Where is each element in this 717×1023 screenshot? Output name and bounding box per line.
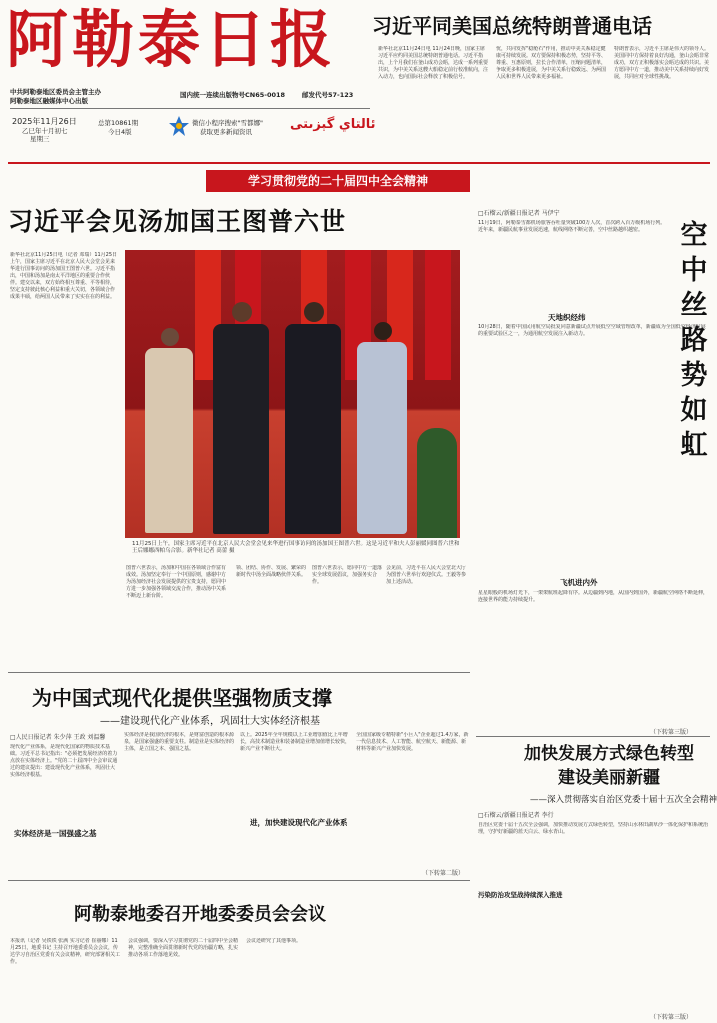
theme-banner: 学习贯彻党的二十届四中全会精神 [206, 170, 470, 192]
right-subhead-2: 飞机进内外 [560, 578, 598, 587]
app-logo-icon [168, 115, 190, 137]
plant-decoration [417, 428, 457, 538]
cn-code: 国内统一连续出版物号CN65-0018 [180, 91, 286, 99]
lead-col-3a: 领、团结、协作、发展、繁荣的新时代中汤全面战略伙伴关系。 [236, 565, 307, 578]
story2-col-3: 以上。2025年全年规模以上工业增加值比上年增长，高技术制造业和装备制造业增加值增长较快，新兴产业不断壮大。 [240, 732, 350, 752]
sponsor-line-1: 中共阿勒泰地区委员会主管主办 [10, 88, 101, 96]
story2-col-2: 实体经济是我国经济的根本，是财富创造的根本源泉，是国家强盛的重要支柱。制造业是实体经济的主体，是立国之本、强国之基。 [124, 732, 234, 752]
story4-para-2: 会议强调，要深入学习贯彻党的二十届四中全会精神，完整准确全面贯彻新时代党的治疆方略，扎实推动各项工作落地见效。 [128, 938, 239, 958]
top-story-col-2: 忧，共同发挥"稳舱石"作用，推动中美关系稳定健康可持续发展。双方要保持积极态势，坚持平等、尊重、互惠原则，拉长合作清单，压缩问题清单，争取更多积极进展，为中美关系行稳致远、为两国人民和世界人民带来更多福祉。 [496, 46, 607, 80]
lead-col-1: 新华社北京11月25日电（记者 邓瑞）11月25日上午，国家主席习近平在北京人民大会堂会见来华进行国事访问的汤加国王图普六世。习近平指出，中国和汤加是南太平洋地区的重要合作伙伴。建交以来，双方始终相互尊重、平等相待，坚定支持彼此核心利益和重大关切，各领域合作成果丰硕，给两国人民带来了实实在在的利益。 [10, 252, 118, 300]
lead-photo [125, 250, 460, 538]
divider-story4 [8, 880, 470, 881]
wechat-promo-2: 获取更多新闻资讯 [200, 128, 252, 136]
right-subhead-1: 天地织经纬 [548, 313, 586, 322]
lead-col-3c: 会见前，习近平在人民大会堂北大厅为图普六世举行欢迎仪式。王毅等参加上述活动。 [386, 565, 467, 585]
lead-col-2: 图普六世表示，汤加和中国在各领域合作富有成效。汤加坚定奉行一个中国原则，感谢中方为汤加经济社会发展提供的宝贵支持，愿同中方进一步加强各领域交流合作，推动汤中关系不断迈上新台阶。 [126, 565, 227, 599]
story4-para-3: 会议还研究了其他事项。 [246, 938, 302, 944]
right-intro: 11月19日，阿勒泰雪都机场旅客吞吐量突破100万人次，首次跨入百万级机场行列。近年来，新疆民航事业发展迅速，航线网络不断完善，空中丝路越织越密。 [478, 220, 666, 233]
president-figure [285, 302, 343, 538]
story3-subhead: ——深入贯彻落实自治区党委十届十五次全会精神 [530, 795, 717, 805]
story3-subhead-1: 污染防治攻坚战持续深入推进 [478, 891, 563, 899]
right-para-2: 星星眼般的机场灯光下，一架架航班起降有序。从边疆到内地，从国内到国外，新疆航空网络不断延伸，连接世界的能力持续提升。 [478, 590, 709, 603]
right-continue-note: （下转第三版） [650, 729, 693, 736]
story2-col-4: 全国国家级专精特新"小巨人"企业超过1.4万家，新一代信息技术、人工智能、航空航天、新能源、新材料等新兴产业加快发展。 [356, 732, 469, 752]
photo-caption: 11月25日上午，国家主席习近平在北京人民大会堂会见来华进行国事访问的汤加国王图普六世。这是习近平和夫人彭丽媛同图普六世和王后娜娜西帕乌合影。新华社记者 高蕾 摄 [132, 541, 460, 554]
top-story-col-3: 特朗普表示，习近平主席是伟大的领导人。美国同中方保持着良好沟通，釜山会晤非常成功，双方正积极落实会晤达成的共识。美方愿同中方一道，推动美中关系持续向好发展，共同应对全球性挑战。 [614, 46, 710, 80]
story3-continue-note: （下转第三版） [650, 1014, 693, 1021]
story2-subhead: ——建设现代化产业体系，巩固壮大实体经济根基 [100, 716, 320, 727]
first-lady-figure [357, 322, 409, 538]
story3-para-1: 自治区党委十届十五次全会强调，加快推动发展方式绿色转型，坚持山水林田湖草沙一体化保护和系统治理，守护好新疆的蓝天白云、绿水青山。 [478, 822, 709, 835]
uyghur-title: ئالتاي گېزىتى [290, 117, 376, 132]
story2-subhead-b: 进，加快建设现代化产业体系 [250, 818, 348, 827]
top-story-headline: 习近平同美国总统特朗普通电话 [372, 14, 652, 38]
story3-headline: 加快发展方式绿色转型 建设美丽新疆 [524, 744, 694, 788]
lunar-date: 乙巳年十月初七 [22, 127, 68, 135]
right-title: 空中丝路势如虹 [680, 220, 708, 461]
post-code: 邮发代号57-123 [302, 91, 354, 99]
section-rule [8, 162, 710, 164]
story2-byline: □人民日报记者 朱少萍 王政 刘温馨 [10, 734, 106, 741]
divider-story3 [476, 736, 710, 737]
right-source: □石榴云/新疆日报记者 马伊宁 [478, 210, 560, 217]
masthead-title: 阿勒泰日报 [6, 3, 337, 76]
queen-figure [145, 328, 195, 538]
story3-source: □石榴云/新疆日报记者 李行 [478, 812, 554, 819]
issue-date: 2025年11月26日 [12, 117, 77, 126]
wechat-promo-1: 微信小程序搜索"雪都娜" [192, 119, 263, 127]
masthead-divider [10, 108, 370, 109]
story2-continue-note: （下转第二版） [422, 870, 465, 877]
story2-headline: 为中国式现代化提供坚强物质支撑 [32, 686, 332, 710]
divider-story2 [8, 672, 470, 673]
story2-subhead-a: 实体经济是一国强盛之基 [14, 829, 97, 838]
story4-para-1: 本报讯（记者 吴铁铁 张满 实习记者 崔丽娜）11月25日，地委书记 主持召开地委委员会会议，传达学习自治区党委有关会议精神，研究部署相关工作。 [10, 938, 121, 965]
right-para-1: 10月28日，随着中国民用航空局批复同意新疆试点开展低空空域管理改革，新疆成为全国低空经济发展的重要试验区之一，为通用航空发展注入新动力。 [478, 324, 706, 337]
sponsor-line-2: 阿勒泰地区融媒体中心出版 [10, 97, 88, 105]
king-figure [213, 302, 271, 538]
issue-total: 总第10861期 [98, 119, 139, 127]
lead-col-3b: 图普六世表示，愿同中方一道落实全球发展倡议，加强务实合作。 [312, 565, 382, 585]
story4-headline: 阿勒泰地委召开地委委员会会议 [74, 904, 326, 925]
top-story-col-1: 新华社北京11月24日电 11月24日晚，国家主席习近平应约同美国总统特朗普通电话。习近平指出，上个月我们在釜山成功会晤，达成一系列重要共识，为中美关系这艘大船稳定前行校准航向，注入动力，也向国际社会释放了积极信号。 [378, 46, 489, 80]
weekday: 星期三 [30, 135, 50, 143]
lead-headline: 习近平会见汤加国王图普六世 [8, 207, 347, 236]
story2-col-1: 现代化产业体系，是现代化国家的物质技术基础。习近平总书记指出："必须把发展经济的着力点放在实体经济上。"党的二十届四中全会审议通过的建议提出：建设现代化产业体系，巩固壮大实体经济根基。 [10, 744, 118, 778]
page-count: 今日4版 [108, 128, 132, 136]
